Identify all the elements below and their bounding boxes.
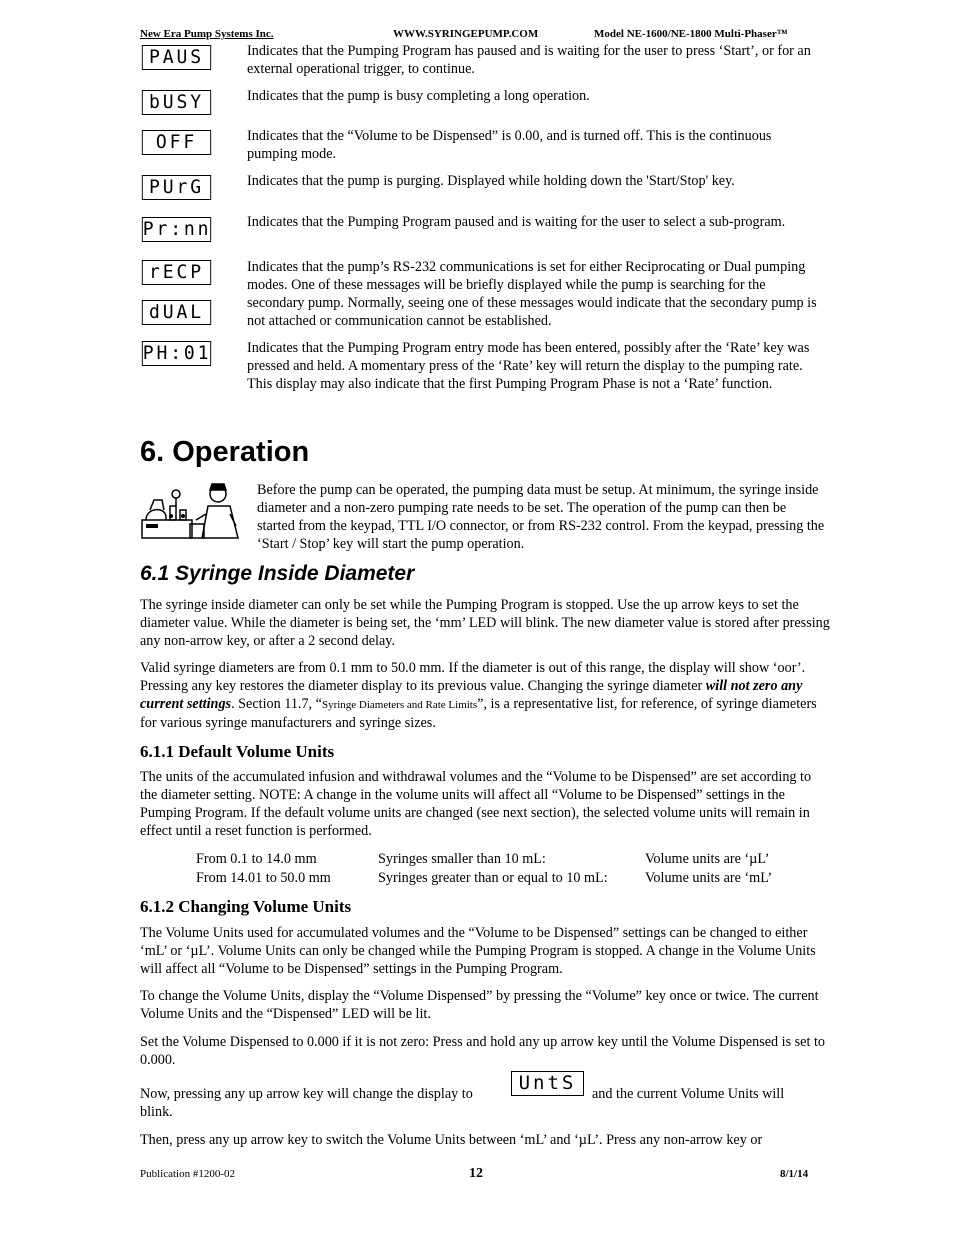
section-6-intro: Before the pump can be operated, the pumping data must be setup. At minimum, the syringe inside diameter and a non-zero pumping rate needs to be set. The operation of the pump can then be started from the keypad, TTL I/O connector, or from RS-232 control. From the keypad, pressing the ‘Start / Stop’ key will start the pump operation. <box>257 482 825 552</box>
header-model: Model NE-1600/NE-1800 Multi-Phaser™ <box>594 28 788 40</box>
footer-publication: Publication #1200-02 <box>140 1168 236 1180</box>
section-6-1-1-p1: The units of the accumulated infusion and withdrawal volumes and the “Volume to be Dispensed” are set according to the diameter setting. NOTE: A change in the volume units will affect all “Volume to be Dispensed” settings in the Pumping Program. If the default volume units are changed (see next section), the selected volume units will remain in effect until a reset function is performed. <box>140 769 812 839</box>
header-website: WWW.SYRINGEPUMP.COM <box>393 28 539 40</box>
footer-date: 8/1/14 <box>780 1168 809 1180</box>
section-6-1-1-title: 6.1.1 Default Volume Units <box>140 742 335 761</box>
section-6-1-p2: Valid syringe diameters are from 0.1 mm to 50.0 mm. If the diameter is out of this range, the display will show ‘oor’. Pressing any key restores the diameter display to its previous value. Changing the syringe diameter will not zero any current settings. Section 11.7, “Syringe Diameters and Rate Limits”, is a representative list, for reference, of syringe diameters for various syringe manufacturers and syringe sizes. <box>140 660 817 731</box>
section-6-1-2-p2: To change the Volume Units, display the “Volume Dispensed” by pressing the “Volume” key once or twice. The current Volume Units and the “Dispensed” LED will be lit. <box>140 988 819 1022</box>
lcd-purg: PUrG <box>142 175 211 200</box>
section-6-1-title: 6.1 Syringe Inside Diameter <box>140 562 415 585</box>
section-6-1-2-p4c: blink. <box>140 1104 173 1120</box>
desc-off: Indicates that the “Volume to be Dispensed” is 0.00, and is turned off. This is the continuous pumping mode. <box>247 128 772 162</box>
desc-purg: Indicates that the pump is purging. Displayed while holding down the 'Start/Stop' key. <box>247 173 735 189</box>
header-company: New Era Pump Systems Inc. <box>140 28 274 40</box>
desc-ph01: Indicates that the Pumping Program entry mode has been entered, possibly after the ‘Rate’ key was pressed and held. A momentary press of the ‘Rate’ key will return the display to the pumping rate. This display may also indicate that the first Pumping Program Phase is not a ‘Rate’ function. <box>247 340 810 392</box>
section-6-1-p1: The syringe inside diameter can only be set while the Pumping Program is stopped. Use the up arrow keys to set the diameter value. While the diameter is being set, the ‘mm’ LED will blink. The new diameter value is stored after pressing any non-arrow key, or after a 2 second delay. <box>140 597 830 649</box>
section-6-1-2-p5: Then, press any up arrow key to switch the Volume Units between ‘mL’ and ‘µL’. Press any non-arrow key or <box>140 1132 763 1148</box>
section-6-1-2-p4a: Now, pressing any up arrow key will change the display to <box>140 1086 473 1102</box>
operator-clipart-icon <box>140 480 242 542</box>
lcd-off: OFF <box>142 130 211 155</box>
units-syringe-2: Syringes greater than or equal to 10 mL: <box>378 870 608 886</box>
lcd-paus: PAUS <box>142 45 211 70</box>
lcd-unts: UntS <box>511 1071 584 1096</box>
lcd-prnn: Pr:nn <box>142 218 212 240</box>
units-range-2: From 14.01 to 50.0 mm <box>196 870 331 886</box>
units-value-1: Volume units are ‘µL’ <box>645 851 770 867</box>
units-range-1: From 0.1 to 14.0 mm <box>196 851 317 867</box>
lcd-busy: bUSY <box>142 90 211 115</box>
desc-recp-dual: Indicates that the pump’s RS-232 communications is set for either Reciprocating or Dual pumping modes. One of these messages will be briefly displayed while the pump is searching for the secondary pump. Normally, seeing one of these messages would indicate that the secondary pump is not attached or communication cannot be established. <box>247 259 817 329</box>
desc-busy: Indicates that the pump is busy completing a long operation. <box>247 88 590 104</box>
desc-paus: Indicates that the Pumping Program has paused and is waiting for the user to press ‘Start’, or for an external operational trigger, to continue. <box>247 43 811 77</box>
footer-page-number: 12 <box>469 1166 483 1181</box>
lcd-ph01: PH:01 <box>142 342 212 364</box>
section-6-1-2-p1: The Volume Units used for accumulated volumes and the “Volume to be Dispensed” settings can be changed to either ‘mL’ or ‘µL’. Volume Units can only be changed while the Pumping Program is stopped. A change in the Volume Units will affect all “Volume to be Dispensed” settings in the Pumping Program. <box>140 925 816 977</box>
section-6-1-2-p4b: and the current Volume Units will <box>592 1086 785 1102</box>
lcd-dual: dUAL <box>142 300 211 325</box>
section-6-1-2-p3: Set the Volume Dispensed to 0.000 if it is not zero: Press and hold any up arrow key until the Volume Dispensed is set to 0.000. <box>140 1034 826 1068</box>
units-value-2: Volume units are ‘mL’ <box>645 870 773 886</box>
units-syringe-1: Syringes smaller than 10 mL: <box>378 851 546 867</box>
lcd-recp: rECP <box>142 260 211 285</box>
section-6-title: 6. Operation <box>140 436 310 468</box>
desc-prnn: Indicates that the Pumping Program paused and is waiting for the user to select a sub-program. <box>247 214 786 230</box>
section-6-1-2-title: 6.1.2 Changing Volume Units <box>140 897 352 916</box>
